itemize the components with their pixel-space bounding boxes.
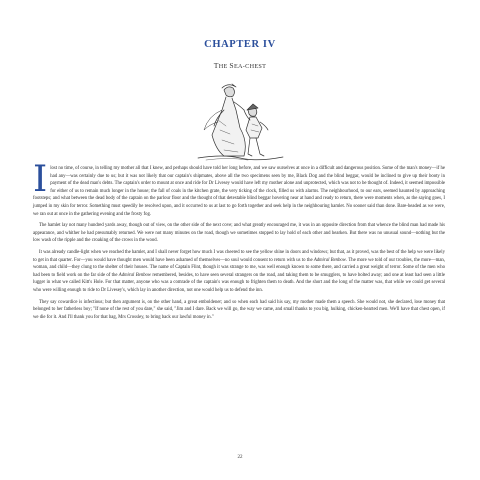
title-sea-initial: S: [229, 61, 234, 70]
paragraph-4: They say cowardice is infectious; but then argument is, on the other hand, a great emboldener; and so when each had said his say, my mother made them a speech. She would not, she declared, lose money that belonged to her fatherless boy; "If none of the rest of you dare," she said, "Jim and I dare. Back we will go, the way we came, and small thanks to you big, hulking, chicken-hearted men. We'll have that chest open, if we die for it. And I'll thank you for that bag, Mrs Crossley, to bring back our lawful money in.": [33, 299, 445, 320]
title-initial: T: [213, 61, 219, 70]
paragraph-2: The hamlet lay not many hundred yards away, though out of view, on the other side of the next cove; and what greatly encouraged me, it was in an opposite direction from that whence the blind man had made his appearance, and whither he had presumably returned. We were not many minutes on the road, though we sometimes stopped to lay hold of each other and hearken. But there was no unusual sound—nothing but the low wash of the ripple and the croaking of the crows in the wood.: [33, 223, 445, 244]
chapter-body: [33, 159, 445, 325]
title-sea-rest: EA-CHEST: [233, 63, 267, 70]
page-number: 22: [237, 455, 243, 460]
title-rest-a: HE: [218, 63, 230, 70]
chapter-number: CHAPTER IV: [204, 39, 276, 50]
chapter-title: [0, 61, 480, 70]
paragraph-3-part-a: It was already candle-light when we reached the hamlet, and I shall never forget how much I was cheered to see the yellow shine in doors and windows; but that, as it proved, was the best of the help we were likely to get in that quarter. For—you would have thought men would have been ashamed of themselves—no soul would consent to return with us to the: [33, 249, 445, 263]
paragraph-1: [33, 159, 445, 218]
chapter-illustration: [178, 80, 302, 164]
ship-name: Admiral Benbow: [313, 257, 346, 263]
paragraph-3-part-c: remembered, besides, to have seen several strangers on the road, and taking them to be smugglers, to have bolted away; and one at least had seen a little lugger in what we called Kitt's Hole. For that matter, anyone who was a comrade of the captain's was enough to frighten them to death. And the short and the long of the matter was, that while we could get several who were willing enough to ride to Dr Livesey's, which lay in another direction, not one would help us to defend the inn.: [33, 272, 445, 293]
paragraph-3: [33, 249, 445, 295]
ship-name: Admiral Benbow: [118, 272, 151, 278]
paragraph-3-part-b: . The more we told of our troubles, the more—man, woman, and child—they clung to the shelter of their houses. The name of Captain Flint, though it was strange to me, was well enough known to some there, and carried a great weight of terror. Some of the men who had been to field work on the far side of the: [33, 257, 445, 278]
paragraph-1-text: lost no time, of course, in telling my mother all that I knew, and perhaps should have told her long before, and we saw ourselves at once in a difficult and dangerous position. Some of the man's money—if he had any—was certainly due to us; but it was not likely that our captain's shipmates, above all the two specimens seen by me, Black Dog and the blind beggar, would be inclined to give up their booty in payment of the dead man's debts. The captain's order to mount at once and ride for Dr Livesey would have left my mother alone and unprotected, which was not to be thought of. Indeed, it seemed impossible for either of us to remain much longer in the house; the fall of coals in the kitchen grate, the very ticking of the clock, filled us with alarms. The neighbourhood, to our ears, seemed haunted by approaching footsteps; and what between the dead body of the captain on the parlour floor and the thought of that detestable blind beggar hovering near at hand and ready to return, there were moments when, as the saying goes, I jumped in my skin for terror. Something must speedily be resolved upon, and it occurred to us at last to go forth together and seek help in the neighbouring hamlet. No sooner said than done. Bare-headed as we were, we ran out at once in the gathering evening and the frosty fog.: [33, 166, 445, 217]
drop-cap: I: [33, 159, 48, 200]
